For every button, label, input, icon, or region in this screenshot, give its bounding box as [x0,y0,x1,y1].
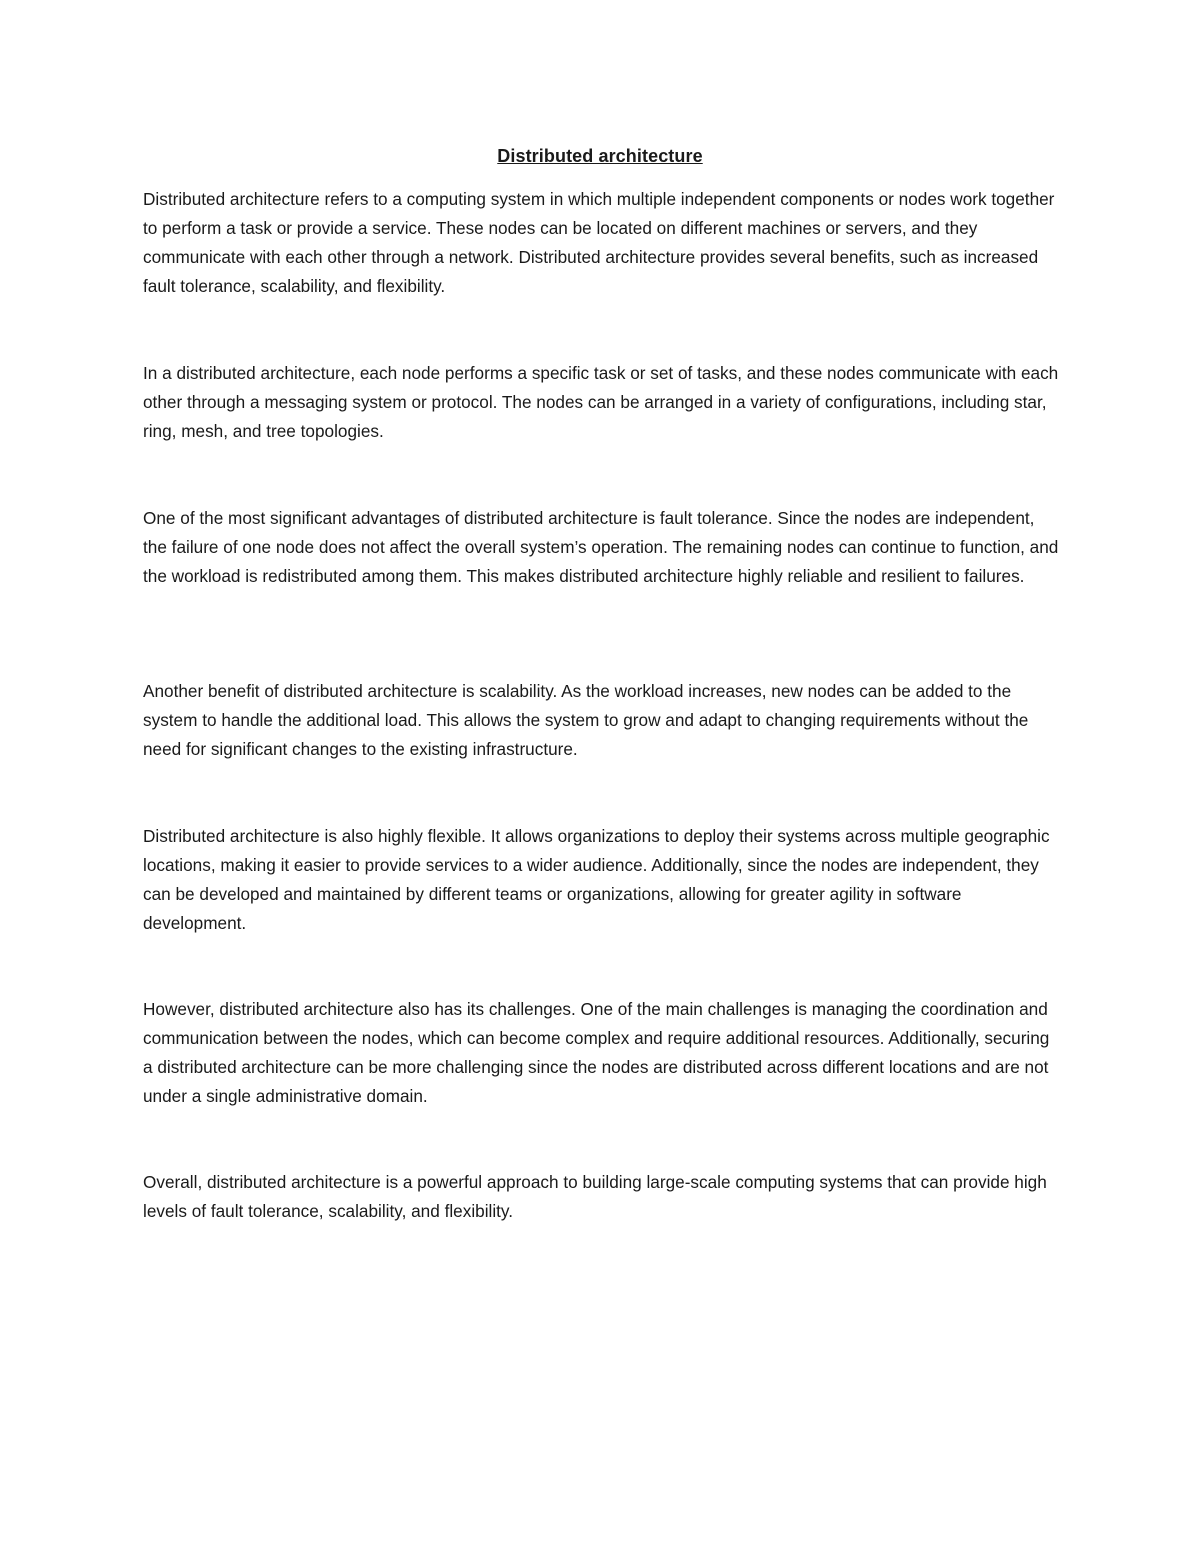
paragraph-intro: Distributed architecture refers to a computing system in which multiple independent components or nodes work together to perform a task or provide a service. These nodes can be located on different machines or servers, and they communicate with each other through a network. Distributed architecture provides several benefits, such as increased fault tolerance, scalability, and flexibility. [143,189,1055,296]
paragraph-challenges: However, distributed architecture also has its challenges. One of the main challenges is managing the coordination and communication between the nodes, which can become complex and require additional resources. Additionally, securing a distributed architecture can be more challenging since the nodes are distributed across different locations and are not under a single administrative domain. [143,999,1050,1106]
paragraph-conclusion: Overall, distributed architecture is a powerful approach to building large-scale computing systems that can provide high levels of fault tolerance, scalability, and flexibility. [143,1172,1047,1221]
paragraph-flexibility: Distributed architecture is also highly flexible. It allows organizations to deploy their systems across multiple geographic locations, making it easier to provide services to a wider audience. Additionally, since the nodes are independent, they can be developed and maintained by different teams or organizations, allowing for greater agility in software development. [143,826,1050,933]
paragraph-fault-tolerance: One of the most significant advantages of distributed architecture is fault tolerance. Since the nodes are independent, the failure of one node does not affect the overall system’s operation. The remaining nodes can continue to function, and the workload is redistributed among them. This makes distributed architecture highly reliable and resilient to failures. [143,508,1059,586]
document-title: Distributed architecture [497,146,703,166]
paragraph-nodes: In a distributed architecture, each node performs a specific task or set of tasks, and these nodes communicate with each other through a messaging system or protocol. The nodes can be arranged in a variety of configurations, including star, ring, mesh, and tree topologies. [143,363,1059,441]
paragraph-scalability: Another benefit of distributed architecture is scalability. As the workload increases, new nodes can be added to the system to handle the additional load. This allows the system to grow and adapt to changing requirements without the need for significant changes to the existing infrastructure. [143,681,1029,759]
